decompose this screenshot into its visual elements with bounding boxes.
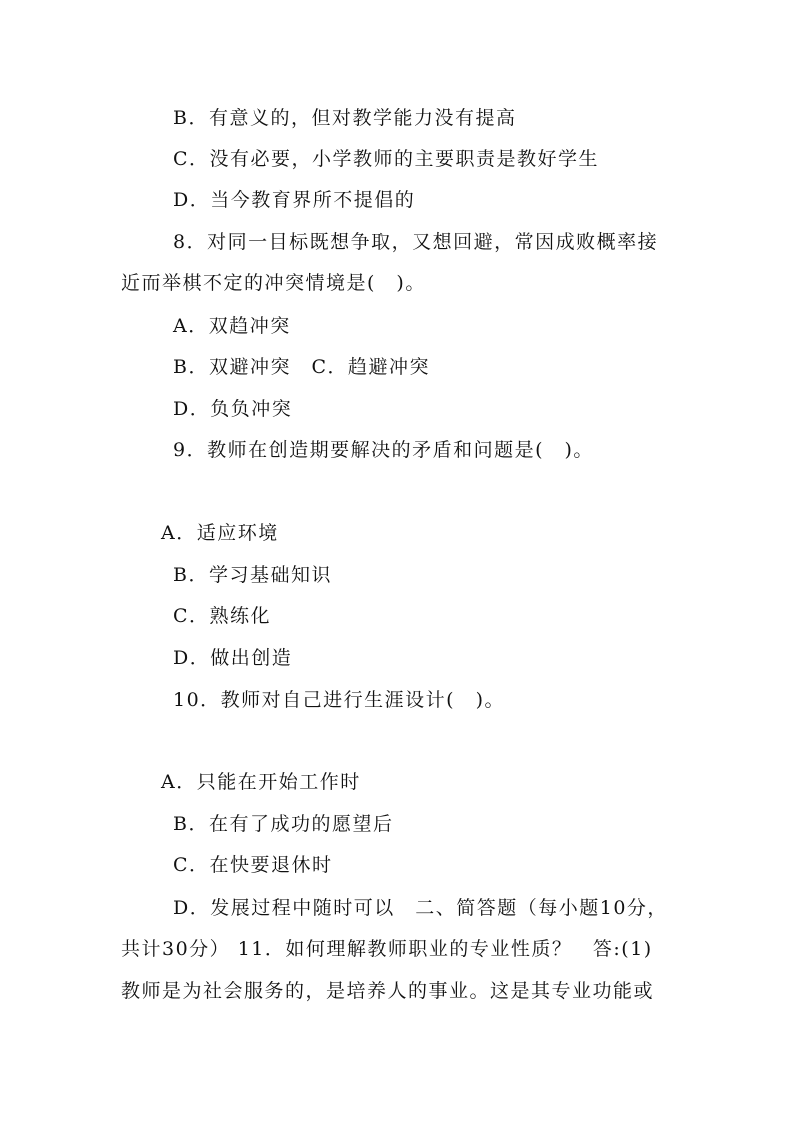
question-8-line-2: 近而举棋不定的冲突情境是( )。 bbox=[121, 272, 426, 294]
question-8-line-1: 8．对同一目标既想争取，又想回避，常因成败概率接 bbox=[173, 231, 659, 253]
option-9-b: B．学习基础知识 bbox=[173, 564, 332, 586]
answer-11-text: 教师是为社会服务的，是培养人的事业。这是其专业功能或 bbox=[121, 980, 655, 1002]
question-11-line: 共计30分） 11．如何理解教师职业的专业性质？ 答:(1) bbox=[121, 938, 653, 960]
option-10-a: A．只能在开始工作时 bbox=[161, 771, 361, 793]
option-9-d: D．做出创造 bbox=[173, 647, 293, 669]
option-10-c: C．在快要退休时 bbox=[173, 854, 333, 876]
question-9: 9．教师在创造期要解决的矛盾和问题是( )。 bbox=[173, 439, 594, 461]
option-8-a: A．双趋冲突 bbox=[173, 315, 291, 337]
option-9-a: A．适应环境 bbox=[161, 522, 279, 544]
option-9-c: C．熟练化 bbox=[173, 605, 272, 627]
option-10-b: B．在有了成功的愿望后 bbox=[173, 813, 394, 835]
option-10-d-section-heading: D．发展过程中随时可以 二、简答题（每小题10分， bbox=[173, 897, 668, 919]
question-10: 10．教师对自己进行生涯设计( )。 bbox=[173, 689, 506, 711]
option-7-c: C．没有必要，小学教师的主要职责是教好学生 bbox=[173, 148, 600, 170]
option-7-b: B．有意义的，但对教学能力没有提高 bbox=[173, 107, 517, 129]
option-7-d: D．当今教育界所不提倡的 bbox=[173, 189, 416, 211]
option-8-d: D．负负冲突 bbox=[173, 398, 293, 420]
option-8-b-c: B．双避冲突 C．趋避冲突 bbox=[173, 356, 431, 378]
